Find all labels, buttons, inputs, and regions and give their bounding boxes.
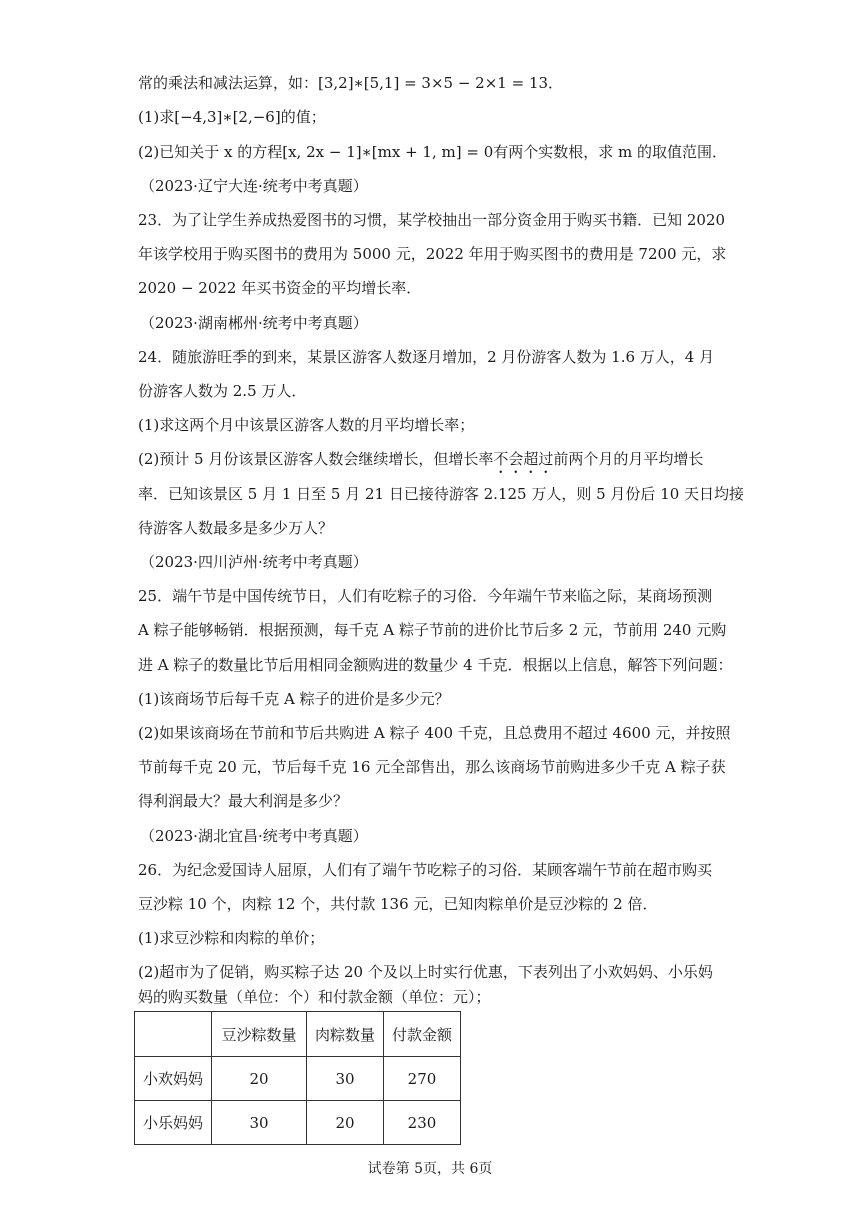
q25-part2-line2: 节前每千克 20 元，节后每千克 16 元全部售出，那么该商场节前购进多少千克 A 粽子获 bbox=[138, 758, 726, 776]
q26-line1: 26．为纪念爱国诗人屈原，人们有了端午节吃粽子的习俗．某顾客端午节前在超市购买 bbox=[138, 861, 713, 879]
q24-part2 bbox=[138, 449, 740, 477]
table-header-cell: 肉粽数量 bbox=[307, 1012, 384, 1057]
q22-part2: (2)已知关于 x 的方程[x, 2x − 1]∗[mx + 1, m] = 0有两个实数根，求 m 的取值范围． bbox=[138, 143, 727, 161]
q26-part1: (1)求豆沙粽和肉粽的单价； bbox=[138, 929, 325, 947]
table-header-cell bbox=[135, 1012, 212, 1057]
table-header-row bbox=[135, 1012, 461, 1057]
table-cell: 270 bbox=[384, 1057, 461, 1101]
q25-line3: 进 A 粽子的数量比节后用相同金额购进的数量少 4 千克．根据以上信息，解答下列问题： bbox=[138, 656, 733, 674]
q25-line1: 25．端午节是中国传统节日，人们有吃粽子的习俗．今年端午节来临之际，某商场预测 bbox=[138, 587, 713, 605]
q25-line2: A 粽子能够畅销．根据预测，每千克 A 粽子节前的进价比节后多 2 元，节前用 240 元购 bbox=[138, 621, 727, 639]
q25-part2-line1: (2)如果该商场在节前和节后共购进 A 粽子 400 千克，且总费用不超过 4600 元，并按照 bbox=[138, 724, 731, 742]
q23-line2: 年该学校用于购买图书的费用为 5000 元，2022 年用于购买图书的费用是 7200 元，求 bbox=[138, 245, 727, 263]
q24-line2: 份游客人数为 2.5 万人． bbox=[138, 382, 307, 400]
table-cell: 20 bbox=[212, 1057, 307, 1101]
table-cell: 30 bbox=[212, 1101, 307, 1145]
emphasis-text: 不会超过 bbox=[493, 450, 554, 468]
table-header-cell: 豆沙粽数量 bbox=[212, 1012, 307, 1057]
table-header-cell: 付款金额 bbox=[384, 1012, 461, 1057]
q25-part2-line3: 得利润最大？最大利润是多少？ bbox=[138, 792, 349, 810]
table-row bbox=[135, 1057, 461, 1101]
table-cell: 20 bbox=[307, 1101, 384, 1145]
purchase-table bbox=[134, 1011, 461, 1145]
source-note: （2023·辽宁大连·统考中考真题） bbox=[140, 177, 368, 195]
table-cell: 30 bbox=[307, 1057, 384, 1101]
table-cell: 小欢妈妈 bbox=[135, 1057, 212, 1101]
table-cell: 230 bbox=[384, 1101, 461, 1145]
q24-part1: (1)求这两个月中该景区游客人数的月平均增长率； bbox=[138, 416, 475, 434]
page-footer: 试卷第 5页，共 6页 bbox=[367, 1161, 493, 1177]
q24-line5: 率．已知该景区 5 月 1 日至 5 月 21 日已接待游客 2.125 万人，则 5 月份后 10 天日均接 bbox=[138, 485, 745, 503]
q23-line3: 2020 − 2022 年买书资金的平均增长率． bbox=[138, 279, 422, 297]
source-note: （2023·湖北宜昌·统考中考真题） bbox=[140, 827, 368, 845]
q25-part1: (1)该商场节后每千克 A 粽子的进价是多少元？ bbox=[138, 690, 450, 708]
q22-part1: (1)求[−4,3]∗[2,−6]的值； bbox=[138, 108, 326, 126]
q24-part2-start: (2)预计 5 月份该景区游客人数会继续增长，但增长率 bbox=[138, 450, 494, 468]
q26-part2-line2: 妈的购买数量（单位：个）和付款金额（单位：元）； bbox=[138, 988, 491, 1006]
q24-part2-end: 前两个月的月平均增长 bbox=[553, 450, 704, 468]
source-note: （2023·湖南郴州·统考中考真题） bbox=[140, 314, 368, 332]
q23-line1: 23．为了让学生养成热爱图书的习惯，某学校抽出一部分资金用于购买书籍．已知 2020 bbox=[138, 211, 726, 229]
table-cell: 小乐妈妈 bbox=[135, 1101, 212, 1145]
intro-definition-line: 常的乘法和减法运算，如：[3,2]∗[5,1] = 3×5 − 2×1 = 13． bbox=[138, 74, 564, 92]
q26-part2-line1: (2)超市为了促销，购买粽子达 20 个及以上时实行优惠，下表列出了小欢妈妈、小乐妈 bbox=[138, 963, 713, 981]
q24-line6: 待游客人数最多是多少万人？ bbox=[138, 519, 334, 537]
q24-line1: 24．随旅游旺季的到来，某景区游客人数逐月增加，2 月份游客人数为 1.6 万人，4 月 bbox=[138, 348, 715, 366]
q26-line2: 豆沙粽 10 个，肉粽 12 个，共付款 136 元，已知肉粽单价是豆沙粽的 2 倍． bbox=[138, 895, 658, 913]
source-note: （2023·四川泸州·统考中考真题） bbox=[140, 553, 368, 571]
table-row bbox=[135, 1101, 461, 1145]
